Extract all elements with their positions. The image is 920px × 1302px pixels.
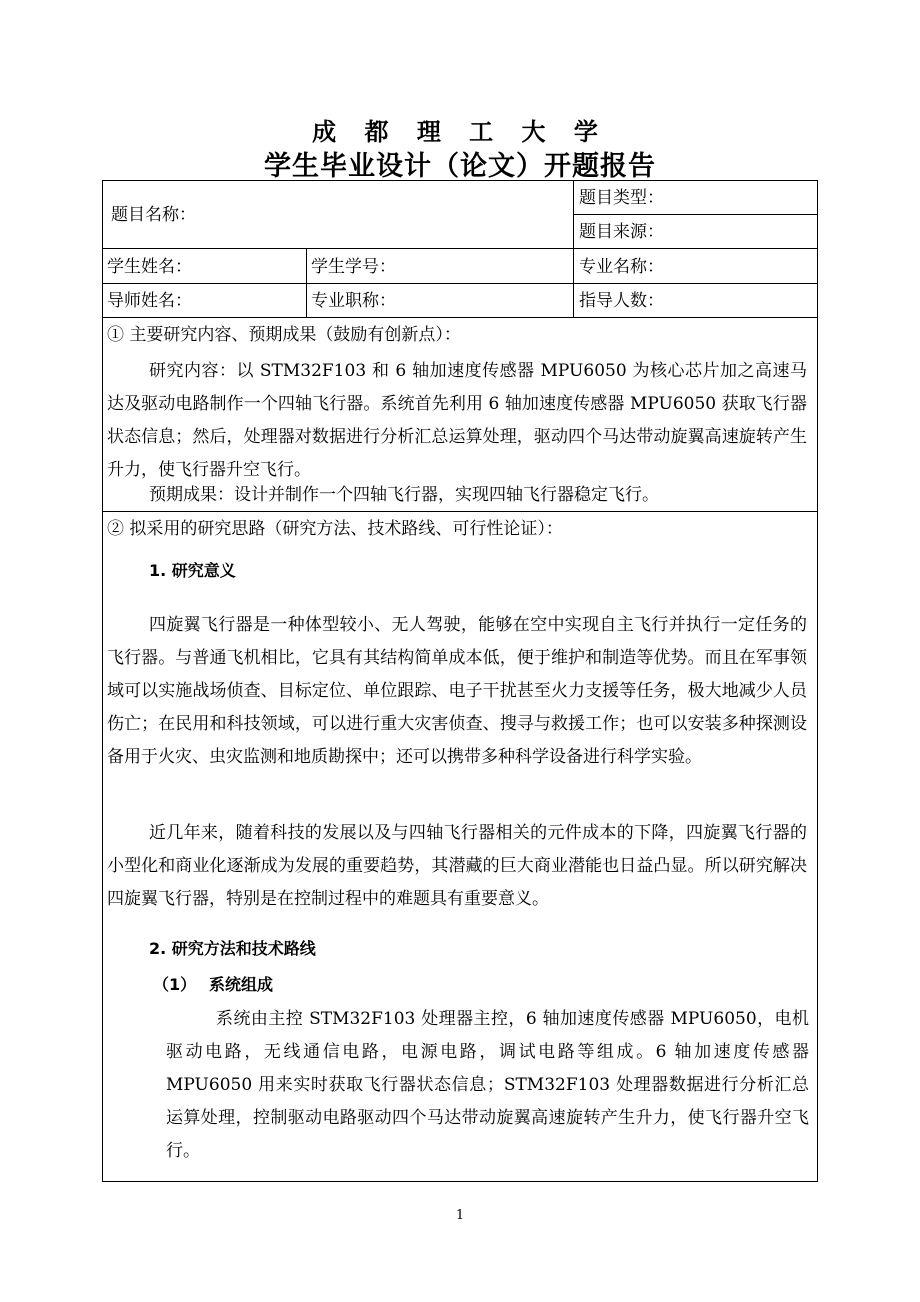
col-divider-left <box>306 248 307 317</box>
section2-heading: ② 拟采用的研究思路（研究方法、技术路线、可行性论证）： <box>107 519 563 539</box>
section1-heading: ① 主要研究内容、预期成果（鼓励有创新点）： <box>107 325 461 345</box>
method-route-title: 2. 研究方法和技术路线 <box>149 939 316 958</box>
system-composition-number: （1） <box>153 975 197 994</box>
section1-expected-results: 预期成果：设计并制作一个四轴飞行器，实现四轴飞行器稳定飞行。 <box>149 485 659 505</box>
row-divider-1 <box>103 248 818 249</box>
topic-type-label: 题目类型： <box>579 188 664 208</box>
research-significance-para2: 近几年来，随着科技的发展以及与四轴飞行器相关的元件成本的下降，四旋翼飞行器的小型化和商业化逐渐成为发展的重要趋势，其潜藏的巨大商业潜能也日益凸显。所以研究解决四旋翼飞行器，特别是在控制过程中的难题具有重要意义。 <box>107 823 807 909</box>
advisor-name-label: 导师姓名： <box>107 291 192 311</box>
research-significance-para1: 四旋翼飞行器是一种体型较小、无人驾驶，能够在空中实现自主飞行并执行一定任务的飞行器。与普通飞机相比，它具有其结构简单成本低，便于维护和制造等优势。而且在军事领域可以实施战场侦查、目标定位、单位跟踪、电子干扰甚至火力支援等任务，极大地减少人员伤亡；在民用和科技领域，可以进行重大灾害侦查、搜寻与救援工作；也可以安装多种探测设备用于火灾、虫灾监测和地质勘探中；还可以携带多种科学设备进行科学实验。 <box>107 615 807 767</box>
advisee-count-label: 指导人数： <box>579 291 664 311</box>
col-divider-right <box>573 181 574 317</box>
system-composition-para: 系统由主控 STM32F103 处理器主控，6 轴加速度传感器 MPU6050，电机驱动电路，无线通信电路，电源电路，调试电路等组成。6 轴加速度传感器 MPU6050 用来实时获取飞行器状态信息；STM32F103 处理器数据进行分析汇总运算处理，控制驱动电路驱动四个马达带动旋翼高速旋转产生升力，使飞行器升空飞行。 <box>166 1009 809 1161</box>
row-divider-3 <box>103 317 818 318</box>
section1-research-content: 研究内容：以 STM32F103 和 6 轴加速度传感器 MPU6050 为核心芯片加之高速马达及驱动电路制作一个四轴飞行器。系统首先利用 6 轴加速度传感器 MPU6050 获取飞行器状态信息；然后，处理器对数据进行分析汇总运算处理，驱动四个马达带动旋翼高速旋转产生升力，使飞行器升空飞行。 <box>107 361 807 480</box>
report-title: 学生毕业设计（论文）开题报告 <box>264 151 656 182</box>
report-form-table <box>102 180 818 1182</box>
research-significance-title: 1. 研究意义 <box>149 561 236 580</box>
row-divider-2 <box>103 283 818 284</box>
professional-title-label: 专业职称： <box>311 291 396 311</box>
student-id-label: 学生学号： <box>311 257 396 277</box>
system-composition-title: 系统组成 <box>209 975 274 994</box>
topic-name-label: 题目名称： <box>111 205 196 225</box>
row-divider-topic-type <box>573 214 818 215</box>
topic-source-label: 题目来源： <box>579 222 664 242</box>
page-number: 1 <box>455 1208 465 1223</box>
university-name: 成 都 理 工 大 学 <box>312 118 608 146</box>
major-name-label: 专业名称： <box>579 257 664 277</box>
student-name-label: 学生姓名： <box>107 257 192 277</box>
